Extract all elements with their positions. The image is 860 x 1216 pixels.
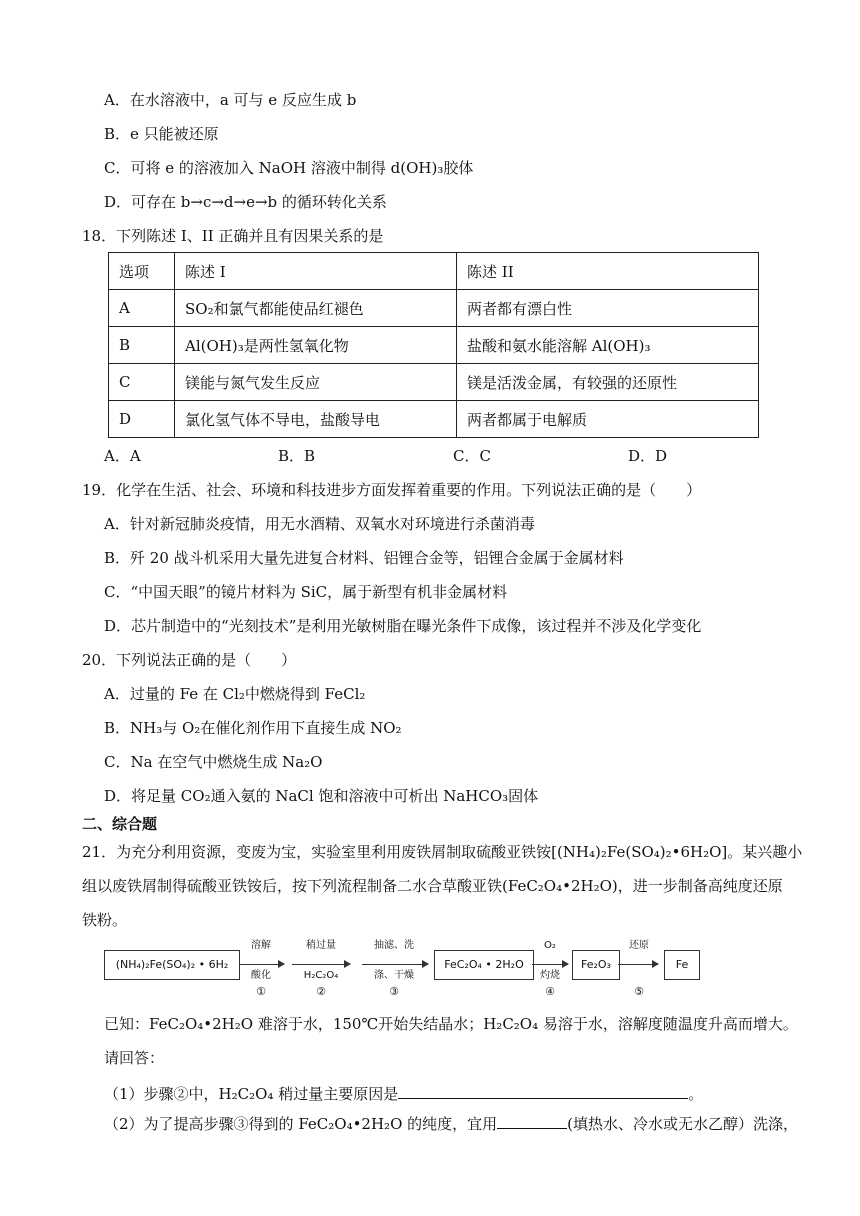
flow-step3-group [360,970,428,998]
q20-stem: 20．下列说法正确的是（ ） [82,651,297,669]
q18-answer-a: A．A [104,447,141,465]
flow-step1-label-bottom: 酸化 [251,970,271,981]
q21-sub1-text: （1）步骤②中，H₂C₂O₄ 稍过量主要原因是 [104,1085,399,1103]
q17-option-d: D．可存在 b→c→d→e→b 的循环转化关系 [104,193,387,211]
q17-option-a: A．在水溶液中，a 可与 e 反应生成 b [104,91,357,109]
table-cell: 两者都属于电解质 [457,401,759,438]
q18-answer-b: B．B [278,447,316,465]
flow-arrow-1 [240,964,284,965]
q18-table [108,252,759,438]
flow-step1-group [238,970,284,998]
q18-stem: 18．下列陈述 I、II 正确并且有因果关系的是 [82,227,384,245]
flow-step1-label-top: 溶解 [251,940,271,951]
flow-arrow-2 [292,964,350,965]
q18-answer-d: D．D [628,447,668,465]
table-header-row [109,253,759,290]
q21-subquestion-1 [104,1082,703,1104]
flow-step5-label-top: 还原 [629,940,649,951]
q17-option-b: B．e 只能被还原 [104,125,219,143]
q21-known-conditions: 已知：FeC₂O₄•2H₂O 难溶于水，150℃开始失结晶水；H₂C₂O₄ 易溶于水，溶解度随温度升高而增大。 [104,1015,798,1033]
table-cell: C [109,364,175,401]
flow-step4-group [532,970,568,998]
q19-stem: 19．化学在生活、社会、环境和科技进步方面发挥着重要的作用。下列说法正确的是（ ） [82,481,702,499]
flow-arrow-5 [618,964,658,965]
flow-step4-number: ④ [545,985,555,998]
flow-arrow-3 [362,964,428,965]
q21-sub2-end: (填热水、冷水或无水乙醇）洗涤， [567,1115,798,1133]
table-row [109,364,759,401]
q19-option-c: C．“中国天眼”的镜片材料为 SiC，属于新型有机非金属材料 [104,583,508,601]
table-row [109,327,759,364]
q20-option-d: D．将足量 CO₂通入氨的 NaCl 饱和溶液中可析出 NaHCO₃固体 [104,787,539,805]
table-cell: 盐酸和氨水能溶解 Al(OH)₃ [457,327,759,364]
q20-option-a: A．过量的 Fe 在 Cl₂中燃烧得到 FeCl₂ [104,685,366,703]
q19-option-b: B．歼 20 战斗机采用大量先进复合材料、铝锂合金等，铝锂合金属于金属材料 [104,549,624,567]
flow-step1-number: ① [256,985,266,998]
q18-answer-c: C．C [453,447,491,465]
table-cell: D [109,401,175,438]
table-cell: Al(OH)₃是两性氢氧化物 [175,327,457,364]
flow-box-iron: Fe [664,950,700,980]
q17-option-c: C．可将 e 的溶液加入 NaOH 溶液中制得 d(OH)₃胶体 [104,159,474,177]
q19-option-a: A．针对新冠肺炎疫情，用无水酒精、双氧水对环境进行杀菌消毒 [104,515,535,533]
flow-step2-group [292,970,350,998]
flow-box-iron-oxide: Fe₂O₃ [572,950,620,980]
q21-subquestion-2 [104,1112,798,1134]
q21-sub1-answer-blank[interactable] [398,1082,688,1099]
table-row [109,290,759,327]
flow-box-ferrous-oxalate: FeC₂O₄ • 2H₂O [434,950,534,980]
flow-step4-label-top: O₂ [544,940,556,951]
flow-step3-number: ③ [389,985,399,998]
q21-flow-diagram [104,940,704,1016]
table-cell: SO₂和氯气都能使品红褪色 [175,290,457,327]
flow-step2-label-top: 稍过量 [306,940,336,951]
table-cell: B [109,327,175,364]
flow-step3-label-bottom: 涤、干燥 [374,970,414,981]
section-title: 二、综合题 [82,815,158,833]
table-header-cell: 陈述 I [175,253,457,290]
table-cell: A [109,290,175,327]
table-header-cell: 选项 [109,253,175,290]
table-cell: 镁是活泼金属，有较强的还原性 [457,364,759,401]
q20-option-b: B．NH₃与 O₂在催化剂作用下直接生成 NO₂ [104,719,402,737]
flow-step3-label-top: 抽滤、洗 [374,940,414,951]
table-header-cell: 陈述 II [457,253,759,290]
q21-stem-line2: 组以废铁屑制得硫酸亚铁铵后，按下列流程制备二水合草酸亚铁(FeC₂O₄•2H₂O)，进一步制备高纯度还原 [82,877,783,895]
q21-prompt: 请回答： [104,1049,165,1067]
q21-stem-line3: 铁粉。 [82,911,128,929]
flow-arrow-4 [532,964,568,965]
q21-stem-line1: 21．为充分利用资源，变废为宝，实验室里利用废铁屑制取硫酸亚铁铵[(NH₄)₂Fe(SO₄)₂•6H₂O]。某兴趣小 [82,843,803,861]
flow-step4-label-bottom: 灼烧 [540,970,560,981]
q21-sub2-text: （2）为了提高步骤③得到的 FeC₂O₄•2H₂O 的纯度，宜用 [104,1115,498,1133]
flow-box-ammonium-iron-sulfate: (NH₄)₂Fe(SO₄)₂ • 6H₂ [104,950,240,980]
q21-sub1-end: 。 [688,1085,704,1103]
table-row [109,401,759,438]
q21-sub2-answer-blank[interactable] [497,1112,567,1129]
flow-step5-number: ⑤ [634,985,644,998]
flow-step5-group [618,986,660,998]
q19-option-d: D．芯片制造中的“光刻技术”是利用光敏树脂在曝光条件下成像，该过程并不涉及化学变化 [104,617,702,635]
table-cell: 两者都有漂白性 [457,290,759,327]
flow-step2-label-bottom: H₂C₂O₄ [303,970,339,981]
table-cell: 镁能与氮气发生反应 [175,364,457,401]
q20-option-c: C．Na 在空气中燃烧生成 Na₂O [104,753,323,771]
flow-step2-number: ② [316,985,326,998]
table-cell: 氯化氢气体不导电，盐酸导电 [175,401,457,438]
